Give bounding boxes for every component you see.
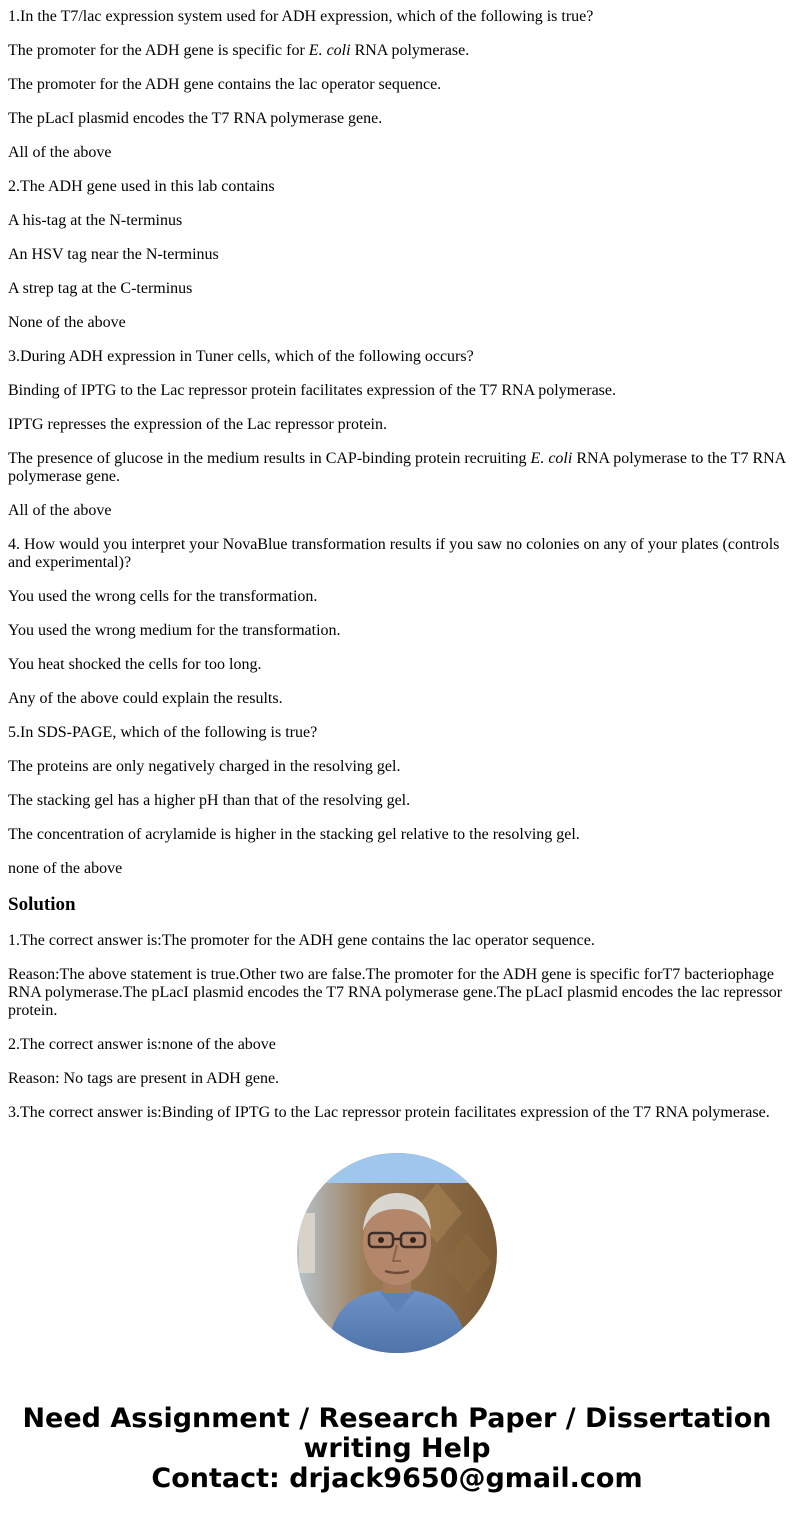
q1-option-b: The promoter for the ADH gene contains the lac operator sequence. <box>8 76 442 93</box>
q3-option-c <box>8 442 794 494</box>
q3-option-d: All of the above <box>8 502 112 519</box>
q5-option-d: none of the above <box>8 860 123 877</box>
promo-contact: Contact: drjack9650@gmail.com <box>151 1463 643 1494</box>
q3-option-c-text-end: RNA polymerase to the T7 RNA polymerase gene. <box>8 450 786 485</box>
q2-question: 2.The ADH gene used in this lab contains <box>8 178 275 195</box>
q3-option-c-species: E. coli <box>530 450 573 467</box>
q4-option-d: Any of the above could explain the results. <box>8 690 283 707</box>
q2-option-b: An HSV tag near the N-terminus <box>8 246 219 263</box>
answer-3: 3.The correct answer is:Binding of IPTG to the Lac repressor protein facilitates expression of the T7 RNA polymerase. <box>8 1104 770 1121</box>
q2-option-c: A strep tag at the C-terminus <box>8 280 193 297</box>
promo-banner <box>0 1404 794 1494</box>
q1-option-a-text: The promoter for the ADH gene is specific for <box>8 42 309 59</box>
solution-heading: Solution <box>8 894 76 915</box>
q1-option-a-text-end: RNA polymerase. <box>350 42 470 59</box>
q5-option-a: The proteins are only negatively charged in the resolving gel. <box>8 758 401 775</box>
q5-question: 5.In SDS-PAGE, which of the following is true? <box>8 724 318 741</box>
reason-2: Reason: No tags are present in ADH gene. <box>8 1070 280 1087</box>
q1-option-d: All of the above <box>8 144 112 161</box>
reason-1: Reason:The above statement is true.Other two are false.The promoter for the ADH gene is specific forT7 bacteriophage RNA polymerase.The pLacI plasmid encodes the T7 RNA polymerase gene.The pLacI plasmid encodes the lac repressor protein. <box>8 966 783 1019</box>
document-body <box>8 0 794 1123</box>
q4-option-b: You used the wrong medium for the transformation. <box>8 622 341 639</box>
answer-2: 2.The correct answer is:none of the above <box>8 1036 276 1053</box>
q1-question: 1.In the T7/lac expression system used for ADH expression, which of the following is true? <box>8 8 594 25</box>
q5-option-c: The concentration of acrylamide is higher in the stacking gel relative to the resolving gel. <box>8 826 580 843</box>
q4-question: 4. How would you interpret your NovaBlue transformation results if you saw no colonies on any of your plates (controls and experimental)? <box>8 536 780 571</box>
author-photo <box>297 1153 497 1353</box>
q4-option-a: You used the wrong cells for the transformation. <box>8 588 318 605</box>
q1-option-a <box>8 34 794 68</box>
q1-option-a-species: E. coli <box>308 42 351 59</box>
q2-option-a: A his-tag at the N-terminus <box>8 212 183 229</box>
q4-option-c: You heat shocked the cells for too long. <box>8 656 262 673</box>
q3-option-b: IPTG represses the expression of the Lac repressor protein. <box>8 416 387 433</box>
author-avatar <box>297 1153 497 1353</box>
q2-option-d: None of the above <box>8 314 126 331</box>
q3-question: 3.During ADH expression in Tuner cells, which of the following occurs? <box>8 348 474 365</box>
promo-line-2: writing Help <box>303 1433 491 1464</box>
q1-option-c: The pLacI plasmid encodes the T7 RNA polymerase gene. <box>8 110 383 127</box>
q3-option-a: Binding of IPTG to the Lac repressor protein facilitates expression of the T7 RNA polymerase. <box>8 382 616 399</box>
promo-line-1: Need Assignment / Research Paper / Dissertation <box>22 1403 772 1434</box>
answer-1: 1.The correct answer is:The promoter for the ADH gene contains the lac operator sequence. <box>8 932 595 949</box>
q3-option-c-text: The presence of glucose in the medium results in CAP-binding protein recruiting <box>8 450 531 467</box>
q5-option-b: The stacking gel has a higher pH than that of the resolving gel. <box>8 792 411 809</box>
